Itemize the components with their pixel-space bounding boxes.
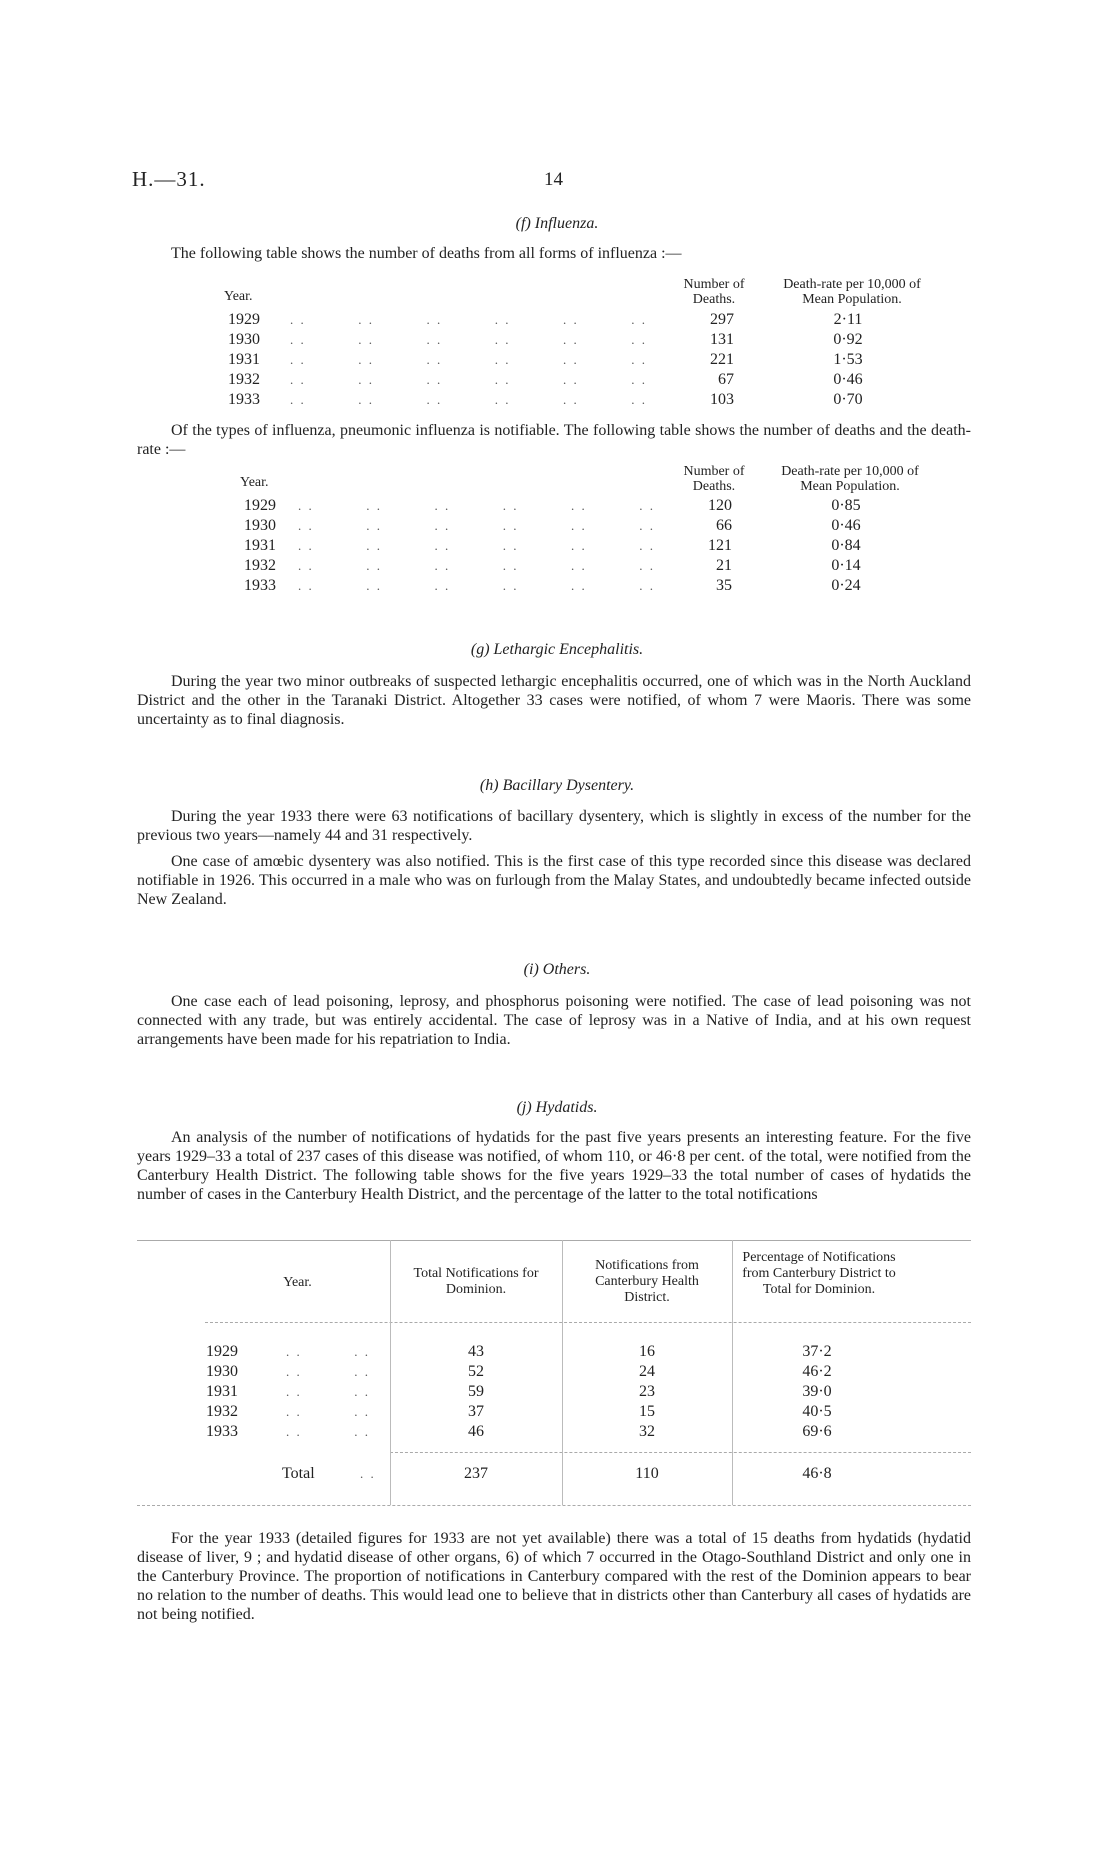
table-row — [0, 1402, 1114, 1422]
encephalitis-heading: (g) Lethargic Encephalitis. — [470, 641, 644, 658]
table2-year: 1930 — [244, 517, 276, 534]
hydatids-canterbury: 24 — [639, 1363, 655, 1380]
leader-dots: . . . . — [286, 1344, 370, 1359]
hydatids-col-year: Year. — [283, 1275, 312, 1290]
table1-year: 1929 — [228, 311, 260, 328]
leader-dots: . . . . . . . . . . . . — [298, 578, 655, 593]
others-text: One case each of lead poisoning, leprosy, and phosphorus poisoning were notified. The case of lead poisoning was not connected with any trade, but was entirely accidental. The case of leprosy was in a Native of India, and at his own request arrangements have been made for his repatriation to India. — [137, 993, 971, 1048]
hydatids-total-label: Total — [282, 1465, 315, 1482]
table-row — [0, 516, 1114, 536]
hydatids-total-percentage: 46·8 — [802, 1465, 832, 1482]
leader-dots: . . . . . . . . . . . . — [290, 332, 647, 347]
table-total-row — [0, 1464, 1114, 1484]
table1-rate: 0·92 — [833, 331, 863, 348]
table1-rate: 0·70 — [833, 391, 863, 408]
table1-col-deaths: Number of Deaths. — [683, 277, 745, 307]
influenza-heading: (f) Influenza. — [515, 215, 599, 232]
table1-rate: 0·46 — [833, 371, 863, 388]
encephalitis-text: During the year two minor outbreaks of suspected lethargic encephalitis occurred, one of which was in the North Auckland District and the other in the Taranaki District. Altogether 33 cases were notified, of whom 7 were Maoris. There was some uncertainty as to final diagnosis. — [137, 673, 971, 728]
table2-deaths: 21 — [716, 557, 732, 574]
hydatids-year: 1930 — [206, 1363, 238, 1380]
table1-deaths: 297 — [710, 311, 734, 328]
table-row — [0, 556, 1114, 576]
hydatids-total-canterbury: 110 — [635, 1465, 659, 1482]
table-row — [0, 576, 1114, 596]
hydatids-total: 37 — [468, 1403, 484, 1420]
table2-year: 1929 — [244, 497, 276, 514]
leader-dots: . . . . — [286, 1404, 370, 1419]
hydatids-year: 1932 — [206, 1403, 238, 1420]
table1-col-rate: Death-rate per 10,000 of Mean Population. — [783, 277, 921, 307]
hydatids-percentage: 39·0 — [802, 1383, 832, 1400]
leader-dots: . . . . . . . . . . . . — [290, 312, 647, 327]
hydatids-col-canterbury: Notifications from Canterbury Health District. — [595, 1258, 699, 1305]
page-reference: H.—31. — [132, 167, 206, 191]
hydatids-percentage: 69·6 — [802, 1423, 832, 1440]
table-bottom-rule — [137, 1505, 971, 1506]
table2-col-deaths: Number of Deaths. — [683, 464, 745, 494]
table-row — [0, 330, 1114, 350]
table1-deaths: 221 — [710, 351, 734, 368]
others-heading: (i) Others. — [523, 961, 591, 978]
table-row — [0, 1342, 1114, 1362]
hydatids-total: 43 — [468, 1343, 484, 1360]
table2-year: 1933 — [244, 577, 276, 594]
table1-year: 1930 — [228, 331, 260, 348]
hydatids-total: 46 — [468, 1423, 484, 1440]
table2-col-year: Year. — [240, 475, 269, 490]
influenza-intro: The following table shows the number of deaths from all forms of influenza :— — [171, 245, 682, 262]
leader-dots: . . . . . . . . . . . . — [290, 372, 647, 387]
table2-deaths: 66 — [716, 517, 732, 534]
table1-rate: 2·11 — [833, 311, 863, 328]
hydatids-percentage: 40·5 — [802, 1403, 832, 1420]
table-total-rule — [390, 1452, 971, 1453]
hydatids-percentage: 37·2 — [802, 1343, 832, 1360]
table2-rate: 0·14 — [831, 557, 861, 574]
leader-dots: . . . . . . . . . . . . — [298, 538, 655, 553]
table2-year: 1932 — [244, 557, 276, 574]
table2-rate: 0·84 — [831, 537, 861, 554]
table1-deaths: 103 — [710, 391, 734, 408]
table2-rate: 0·85 — [831, 497, 861, 514]
hydatids-col-total: Total Notifications for Dominion. — [413, 1266, 539, 1297]
hydatids-col-percentage: Percentage of Notifications from Canterbury District to Total for Dominion. — [742, 1250, 896, 1297]
table2-deaths: 120 — [708, 497, 732, 514]
hydatids-closing-text: For the year 1933 (detailed figures for 1933 are not yet available) there was a total of 15 deaths from hydatids (hydatid disease of liver, 9 ; and hydatid disease of other organs, 6) of which 7 occurred in the Otago-Southland District and only one in the Canterbury Province. The proportion of notifications in Canterbury compared with the rest of the Dominion appears to bear no relation to the number of deaths. This would lead one to believe that in districts other than Canterbury all cases of hydatids are not being notified. — [137, 1530, 971, 1623]
dysentery-text: During the year 1933 there were 63 notifications of bacillary dysentery, which is slightly in excess of the number for the previous two years—namely 44 and 31 respectively. One case of amœbic dysentery was also notified. This is the first case of this type recorded since this disease was declared notifiable in 1926. This occurred in a male who was on furlough from the Malay States, and undoubtedly became infected outside New Zealand. — [137, 808, 971, 908]
table1-rate: 1·53 — [833, 351, 863, 368]
influenza-middle-text: Of the types of influenza, pneumonic influenza is notifiable. The following table shows the number of deaths and the death-rate :— — [137, 422, 971, 458]
leader-dots: . . . . — [286, 1424, 370, 1439]
table-row — [0, 1422, 1114, 1442]
dysentery-heading: (h) Bacillary Dysentery. — [479, 777, 635, 794]
leader-dots: . . . . — [286, 1364, 370, 1379]
table1-deaths: 67 — [718, 371, 734, 388]
hydatids-text: An analysis of the number of notifications of hydatids for the past five years presents an interesting feature. For the five years 1929–33 a total of 237 cases of this disease was notified, of whom 110, or 46·8 per cent. of the total, were notified from the Canterbury Health District. The following table shows for the five years 1929–33 the total number of cases of hydatids the number of cases in the Canterbury Health District, and the percentage of the latter to the total notifications — [137, 1129, 971, 1203]
table-row — [0, 1382, 1114, 1402]
hydatids-percentage: 46·2 — [802, 1363, 832, 1380]
leader-dots: . . . . . . . . . . . . — [290, 352, 647, 367]
table1-year: 1932 — [228, 371, 260, 388]
table2-deaths: 35 — [716, 577, 732, 594]
table2-col-rate: Death-rate per 10,000 of Mean Population. — [781, 464, 919, 494]
page-number: 14 — [544, 169, 563, 190]
table-top-rule — [137, 1240, 971, 1241]
hydatids-year: 1933 — [206, 1423, 238, 1440]
table1-year: 1931 — [228, 351, 260, 368]
hydatids-canterbury: 15 — [639, 1403, 655, 1420]
table1-year: 1933 — [228, 391, 260, 408]
leader-dots: . . . . — [286, 1384, 370, 1399]
table1-deaths: 131 — [710, 331, 734, 348]
hydatids-canterbury: 23 — [639, 1383, 655, 1400]
hydatids-canterbury: 32 — [639, 1423, 655, 1440]
table-row — [0, 350, 1114, 370]
leader-dots: . . — [360, 1466, 376, 1481]
leader-dots: . . . . . . . . . . . . — [298, 558, 655, 573]
table2-year: 1931 — [244, 537, 276, 554]
table-row — [0, 390, 1114, 410]
hydatids-heading: (j) Hydatids. — [516, 1099, 598, 1116]
table-row — [0, 310, 1114, 330]
table-row — [0, 496, 1114, 516]
leader-dots: . . . . . . . . . . . . — [298, 498, 655, 513]
hydatids-total-total: 237 — [464, 1465, 488, 1482]
hydatids-total: 52 — [468, 1363, 484, 1380]
table1-col-year: Year. — [224, 289, 253, 304]
table2-deaths: 121 — [708, 537, 732, 554]
hydatids-year: 1931 — [206, 1383, 238, 1400]
hydatids-canterbury: 16 — [639, 1343, 655, 1360]
leader-dots: . . . . . . . . . . . . — [298, 518, 655, 533]
table2-rate: 0·24 — [831, 577, 861, 594]
hydatids-total: 59 — [468, 1383, 484, 1400]
table-row — [0, 536, 1114, 556]
table-header-rule — [205, 1322, 971, 1323]
hydatids-year: 1929 — [206, 1343, 238, 1360]
table2-rate: 0·46 — [831, 517, 861, 534]
table-row — [0, 370, 1114, 390]
table-row — [0, 1362, 1114, 1382]
leader-dots: . . . . . . . . . . . . — [290, 392, 647, 407]
